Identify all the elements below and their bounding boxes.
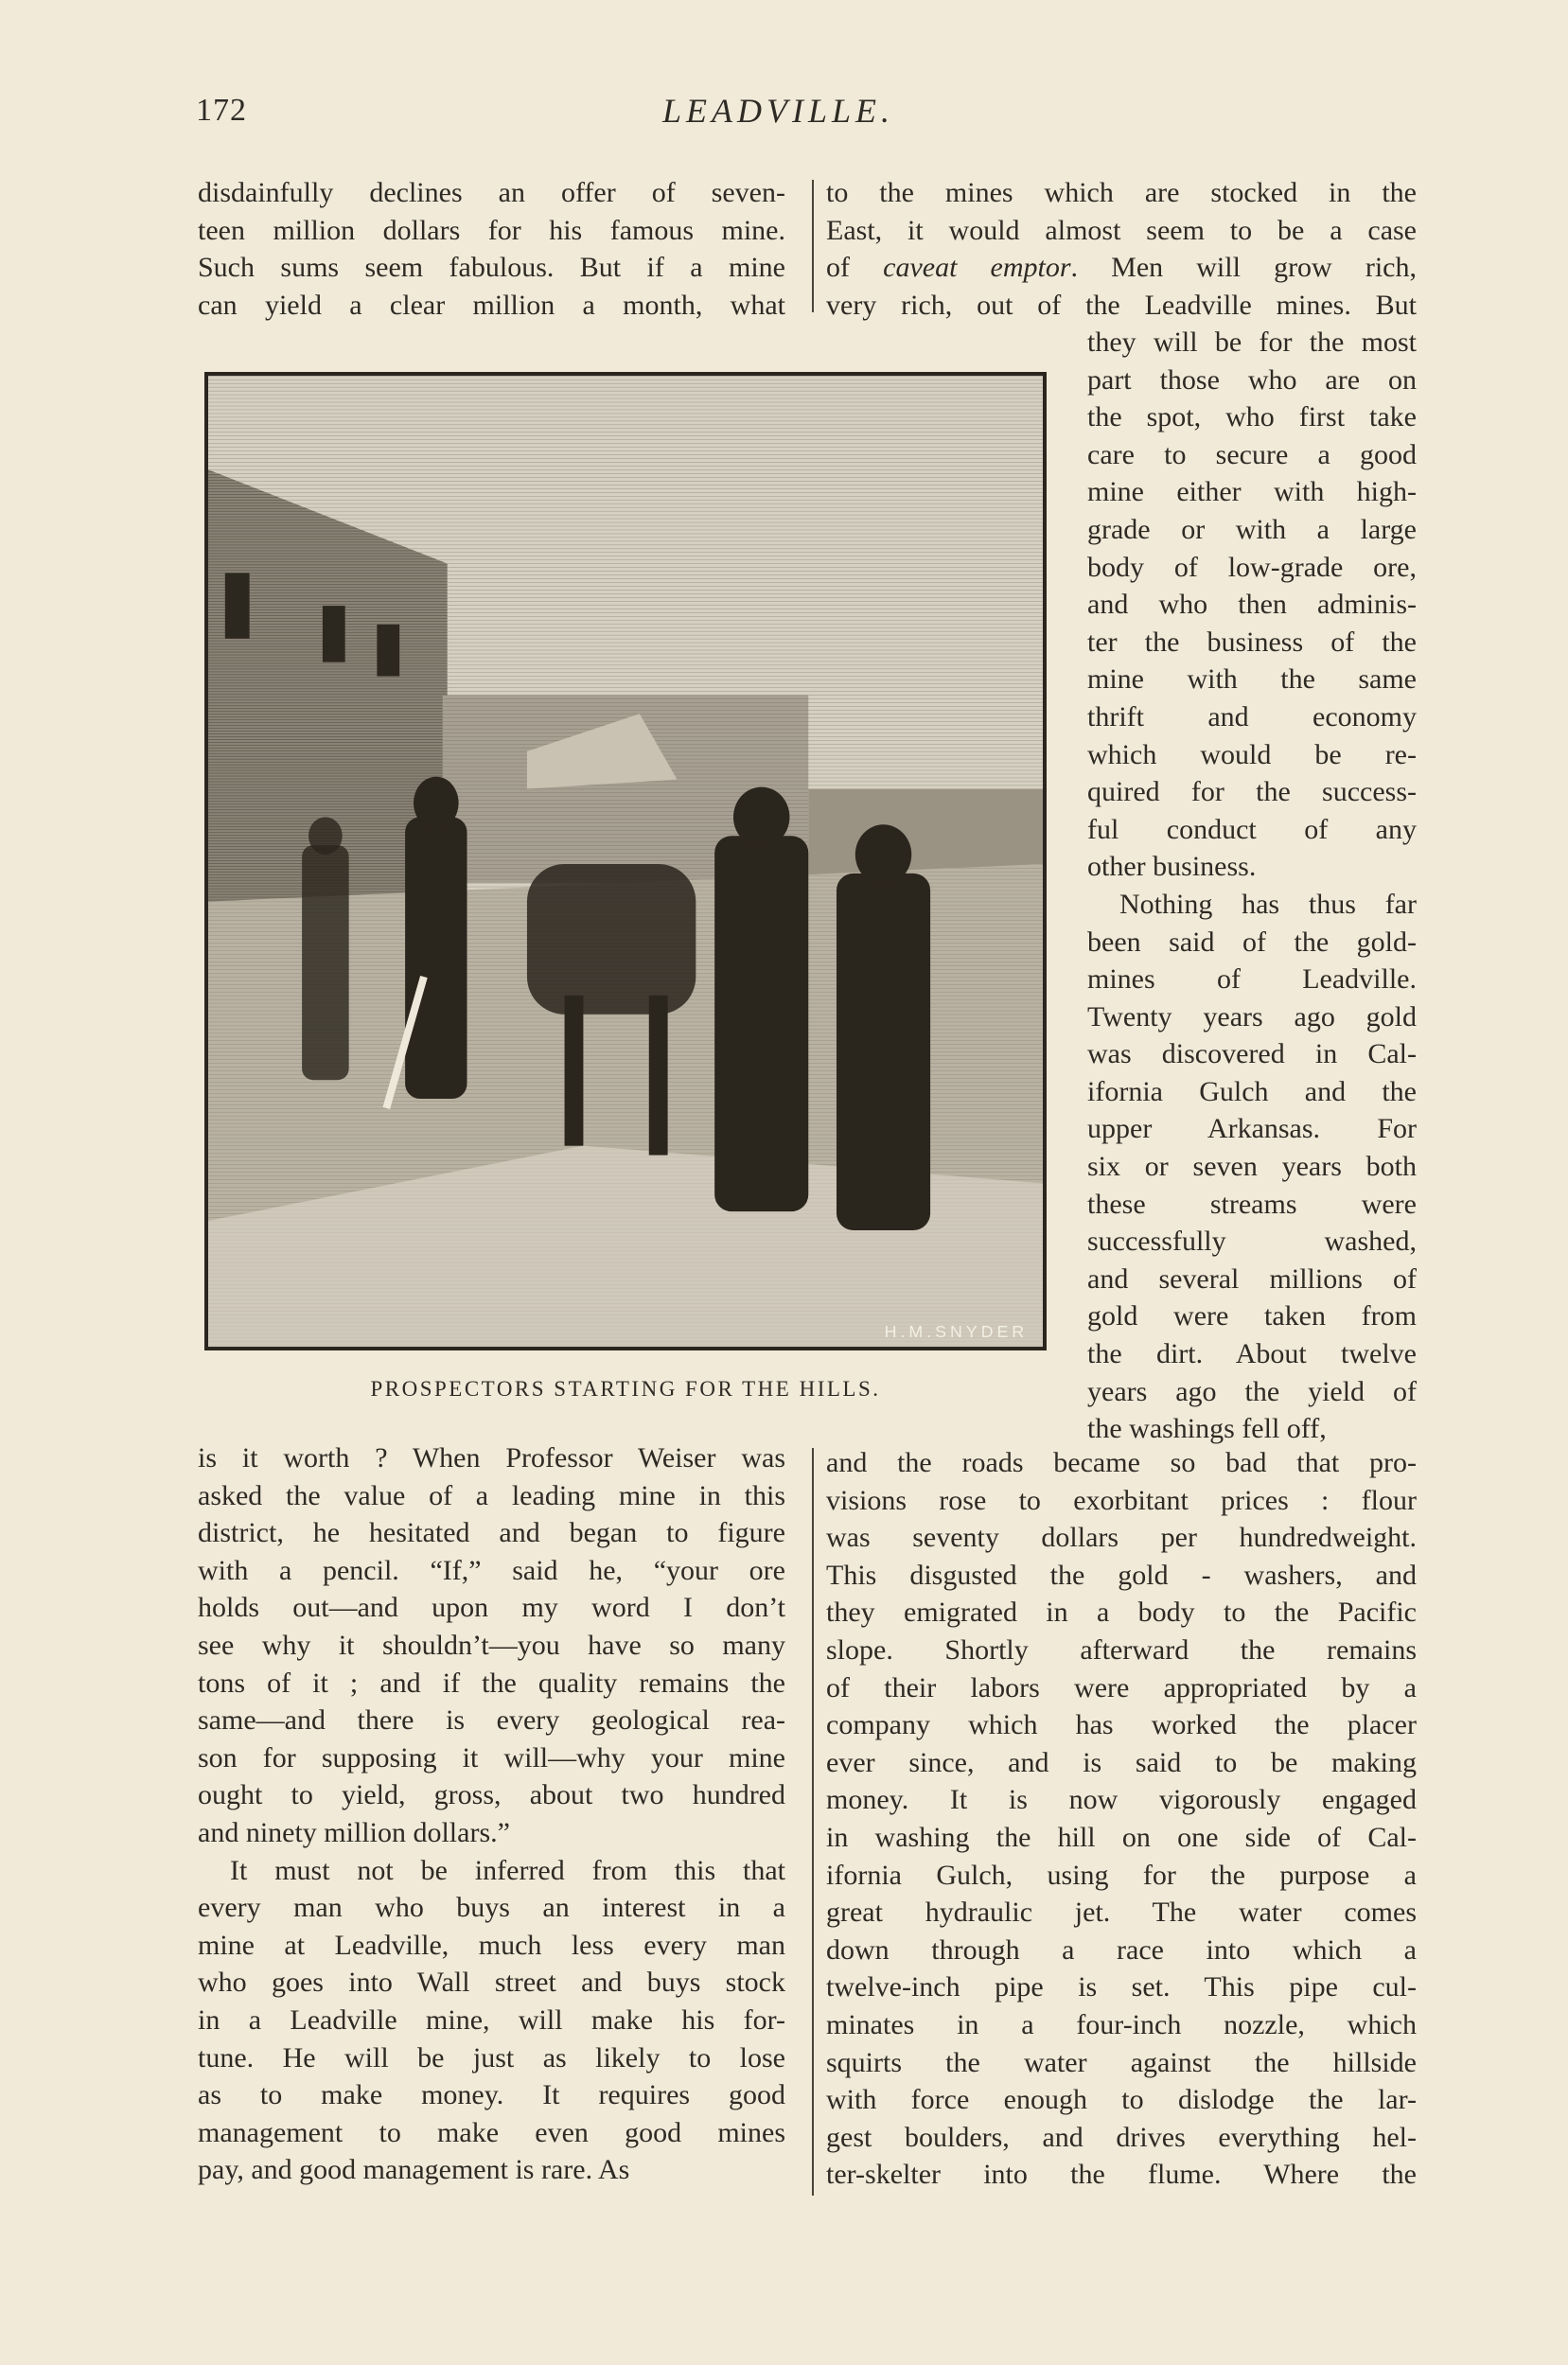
text-line: thrift and economy [1087,700,1417,732]
text-line: mine with the same [1087,663,1417,696]
text-line: with a pencil. “If,” said he, “your ore [198,1554,785,1586]
text-line: see why it shouldn’t—you have so many [198,1629,785,1661]
text-line: every man who buys an interest in a [198,1892,785,1924]
right-column-wrap-text [1087,324,1417,1448]
text-line: quired for the success- [1087,776,1417,808]
left-column-top-text [198,174,785,324]
right-column-top-text [826,174,1417,324]
text-line: grade or with a large [1087,513,1417,545]
text-line: son for supposing it will—why your mine [198,1741,785,1774]
text-line: gold were taken from [1087,1300,1417,1333]
right-column-bottom-text [826,1444,1417,2194]
text-line: and ninety million dollars.” [198,1816,510,1848]
text-line: squirts the water against the hillside [826,2046,1417,2078]
text-line: district, he hesitated and began to figure [198,1517,785,1549]
text-line: and who then adminis- [1087,589,1417,621]
text-line: teen million dollars for his famous mine. [198,214,785,246]
text-line: company which has worked the placer [826,1709,1417,1741]
left-column-bottom-text [198,1439,785,2189]
text-line: and the roads became so bad that pro- [826,1447,1417,1478]
text-line: This disgusted the gold - washers, and [826,1559,1417,1591]
text-line: gest boulders, and drives everything hel- [826,2121,1417,2153]
street-scene-engraving [208,376,1043,1347]
text-line: ifornia Gulch, using for the purpose a [826,1859,1417,1891]
text-line: successfully washed, [1087,1226,1417,1258]
text-line: upper Arkansas. For [1087,1113,1417,1145]
text-line: which would be re- [1087,738,1417,770]
text-line: to the mines which are stocked in the [826,177,1417,208]
text-line: of caveat emptor. Men will grow rich, [826,252,1417,284]
text-line: minates in a four-inch nozzle, which [826,2008,1417,2040]
text-line: the spot, who first take [1087,401,1417,433]
text-line: body of low-grade ore, [1087,551,1417,583]
text-line: they emigrated in a body to the Pacific [826,1597,1417,1629]
text-line: in a Leadville mine, will make his for- [198,2003,785,2036]
figure-caption: PROSPECTORS STARTING FOR THE HILLS. [370,1377,881,1401]
text-line: holds out—and upon my word I don’t [198,1592,785,1624]
text-line: the washings fell off, [1087,1413,1327,1445]
text-line: pay, and good management is rare. As [198,2154,630,2186]
column-rule-top [812,180,814,312]
text-line: other business. [1087,851,1257,883]
text-line: asked the value of a leading mine in this [198,1479,785,1511]
engraver-signature: H.M.SNYDER [884,1322,1029,1342]
text-line: ter-skelter into the flume. Where the [826,2159,1417,2191]
text-line: down through a race into which a [826,1933,1417,1966]
text-line: money. It is now vigorously engaged [826,1784,1417,1816]
italic-phrase: caveat emptor [883,252,1071,284]
text-line: Nothing has thus far [1119,888,1417,920]
column-rule-bottom [812,1448,814,2196]
text-line: ful conduct of any [1087,813,1417,845]
text-line: management to make even good mines [198,2116,785,2148]
text-line: ought to yield, gross, about two hundred [198,1779,785,1811]
text-line: they will be for the most [1087,327,1417,358]
text-line: twelve-inch pipe is set. This pipe cul- [826,1971,1417,2003]
text-line: disdainfully declines an offer of seven- [198,177,785,208]
text-line: who goes into Wall street and buys stock [198,1967,785,1999]
text-line: was seventy dollars per hundredweight. [826,1522,1417,1554]
text-line: ter the business of the [1087,626,1417,658]
text-line: these streams were [1087,1188,1417,1220]
text-line: with force enough to dislodge the lar- [826,2084,1417,2116]
text-line: of their labors were appropriated by a [826,1671,1417,1703]
text-line: as to make money. It requires good [198,2079,785,2111]
text-line: East, it would almost seem to be a case [826,214,1417,246]
text-line: tune. He will be just as likely to lose [198,2041,785,2074]
text-line: years ago the yield of [1087,1375,1417,1407]
text-line: Twenty years ago gold [1087,1000,1417,1032]
text-line: ever since, and is said to be making [826,1746,1417,1778]
text-line: tons of it ; and if the quality remains the [198,1667,785,1699]
running-head: LEADVILLE. [662,92,895,130]
text-line: and several millions of [1087,1262,1417,1295]
engraving-illustration [204,372,1047,1350]
text-line: slope. Shortly afterward the remains [826,1633,1417,1666]
text-line: ifornia Gulch and the [1087,1075,1417,1107]
text-line: great hydraulic jet. The water comes [826,1897,1417,1929]
text-line: been said of the gold- [1087,926,1417,958]
text-line: care to secure a good [1087,438,1417,470]
text-line: mines of Leadville. [1087,963,1417,996]
text-line: part those who are on [1087,363,1417,396]
page-number: 172 [196,93,247,128]
text-line: Such sums seem fabulous. But if a mine [198,252,785,284]
text-line: mine at Leadville, much less every man [198,1929,785,1961]
text-line: was discovered in Cal- [1087,1038,1417,1070]
text-line: in washing the hill on one side of Cal- [826,1821,1417,1853]
text-line: same—and there is every geological rea- [198,1704,785,1737]
text-line: It must not be inferred from this that [230,1854,785,1886]
text-line: visions rose to exorbitant prices : flour [826,1484,1417,1516]
text-line: the dirt. About twelve [1087,1338,1417,1370]
text-line: can yield a clear million a month, what [198,289,785,321]
text-line: is it worth ? When Professor Weiser was [198,1442,785,1474]
text-line: mine either with high- [1087,476,1417,508]
text-line: six or seven years both [1087,1151,1417,1183]
text-line: very rich, out of the Leadville mines. But [826,289,1417,321]
